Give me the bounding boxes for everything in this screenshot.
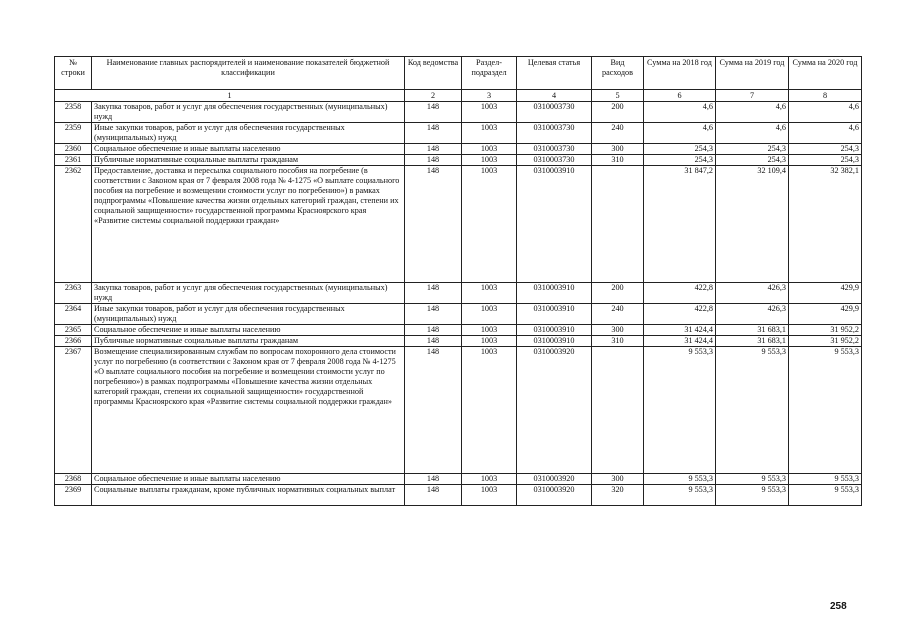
row-number: 2363 (55, 283, 92, 304)
row-dept-code: 148 (405, 304, 462, 325)
table-row (55, 304, 862, 325)
row-number: 2362 (55, 166, 92, 283)
row-name: Публичные нормативные социальные выплаты гражданам (92, 155, 405, 166)
table-row (55, 144, 862, 155)
table-row (55, 123, 862, 144)
row-amount-2020: 9 553,3 (789, 485, 862, 506)
row-name: Закупка товаров, работ и услуг для обеспечения государственных (муниципальных) нужд (92, 283, 405, 304)
row-section-code: 1003 (462, 336, 517, 347)
row-expense-type: 240 (592, 123, 644, 144)
row-dept-code: 148 (405, 123, 462, 144)
budget-table (54, 56, 862, 506)
column-number: 3 (462, 90, 517, 102)
row-section-code: 1003 (462, 123, 517, 144)
row-amount-2018: 422,8 (644, 304, 716, 325)
row-number: 2361 (55, 155, 92, 166)
row-amount-2020: 32 382,1 (789, 166, 862, 283)
row-name: Социальное обеспечение и иные выплаты населению (92, 325, 405, 336)
row-target-code: 0310003910 (517, 325, 592, 336)
row-expense-type: 320 (592, 485, 644, 506)
row-name: Закупка товаров, работ и услуг для обеспечения государственных (муниципальных) нужд (92, 102, 405, 123)
row-dept-code: 148 (405, 474, 462, 485)
row-name: Публичные нормативные социальные выплаты гражданам (92, 336, 405, 347)
table-row (55, 485, 862, 506)
table-row (55, 166, 862, 283)
row-amount-2018: 9 553,3 (644, 474, 716, 485)
row-amount-2019: 32 109,4 (716, 166, 789, 283)
row-amount-2019: 426,3 (716, 304, 789, 325)
row-dept-code: 148 (405, 325, 462, 336)
row-number: 2367 (55, 347, 92, 474)
row-amount-2020: 254,3 (789, 155, 862, 166)
row-dept-code: 148 (405, 485, 462, 506)
row-amount-2018: 31 847,2 (644, 166, 716, 283)
row-expense-type: 200 (592, 102, 644, 123)
row-expense-type: 300 (592, 325, 644, 336)
row-expense-type: 310 (592, 336, 644, 347)
row-dept-code: 148 (405, 336, 462, 347)
row-dept-code: 148 (405, 347, 462, 474)
row-name: Иные закупки товаров, работ и услуг для обеспечения государственных (муниципальных) нужд (92, 304, 405, 325)
column-number: 6 (644, 90, 716, 102)
column-number-row (55, 90, 862, 102)
row-expense-type: 240 (592, 304, 644, 325)
row-number: 2365 (55, 325, 92, 336)
row-target-code: 0310003910 (517, 336, 592, 347)
row-number: 2364 (55, 304, 92, 325)
row-dept-code: 148 (405, 155, 462, 166)
row-name: Социальное обеспечение и иные выплаты населению (92, 474, 405, 485)
table-row (55, 347, 862, 474)
row-section-code: 1003 (462, 474, 517, 485)
table-header-row (55, 57, 862, 90)
header-2019: Сумма на 2019 год (716, 57, 789, 90)
row-number: 2366 (55, 336, 92, 347)
row-name: Социальное обеспечение и иные выплаты населению (92, 144, 405, 155)
table-row (55, 336, 862, 347)
row-number: 2368 (55, 474, 92, 485)
row-amount-2019: 254,3 (716, 155, 789, 166)
row-expense-type: 200 (592, 283, 644, 304)
row-section-code: 1003 (462, 485, 517, 506)
header-dept: Код ведомства (405, 57, 462, 90)
table-body (55, 102, 862, 506)
row-amount-2019: 31 683,1 (716, 336, 789, 347)
row-amount-2019: 31 683,1 (716, 325, 789, 336)
row-amount-2019: 4,6 (716, 123, 789, 144)
row-amount-2019: 9 553,3 (716, 474, 789, 485)
header-2020: Сумма на 2020 год (789, 57, 862, 90)
row-section-code: 1003 (462, 155, 517, 166)
row-amount-2018: 4,6 (644, 123, 716, 144)
column-number: 7 (716, 90, 789, 102)
row-target-code: 0310003910 (517, 283, 592, 304)
row-amount-2020: 31 952,2 (789, 336, 862, 347)
table-row (55, 474, 862, 485)
table-row (55, 155, 862, 166)
column-number: 2 (405, 90, 462, 102)
row-amount-2020: 9 553,3 (789, 347, 862, 474)
row-section-code: 1003 (462, 144, 517, 155)
row-section-code: 1003 (462, 102, 517, 123)
row-amount-2020: 4,6 (789, 102, 862, 123)
row-amount-2020: 429,9 (789, 304, 862, 325)
row-expense-type (592, 166, 644, 283)
row-section-code: 1003 (462, 347, 517, 474)
row-amount-2018: 422,8 (644, 283, 716, 304)
page-number: 258 (830, 601, 847, 612)
row-amount-2020: 254,3 (789, 144, 862, 155)
row-amount-2019: 4,6 (716, 102, 789, 123)
row-number: 2369 (55, 485, 92, 506)
row-name: Предоставление, доставка и пересылка социального пособия на погребение (в соответствии с Законом края от 7 февраля 2008 года № 4-1275 «О выплате социального пособия на погребение и возмещении стоимости услуг по погребению») в рамках подпрограммы «Повышение качества жизни отдельных категорий граждан, степени их социальной защищенности» государственной программы Красноярского края «Развитие системы социальной поддержки граждан» (92, 166, 405, 283)
header-expense-type: Вид расходов (592, 57, 644, 90)
column-number: 8 (789, 90, 862, 102)
row-target-code: 0310003920 (517, 474, 592, 485)
row-dept-code: 148 (405, 144, 462, 155)
row-target-code: 0310003920 (517, 485, 592, 506)
row-amount-2019: 9 553,3 (716, 485, 789, 506)
row-target-code: 0310003730 (517, 102, 592, 123)
row-expense-type: 310 (592, 155, 644, 166)
row-section-code: 1003 (462, 304, 517, 325)
row-target-code: 0310003920 (517, 347, 592, 474)
row-target-code: 0310003730 (517, 144, 592, 155)
header-row-no: № строки (55, 57, 92, 90)
row-amount-2018: 9 553,3 (644, 485, 716, 506)
header-section: Раздел-подраздел (462, 57, 517, 90)
table-row (55, 325, 862, 336)
row-amount-2020: 4,6 (789, 123, 862, 144)
row-amount-2018: 4,6 (644, 102, 716, 123)
row-name: Социальные выплаты гражданам, кроме публичных нормативных социальных выплат (92, 485, 405, 506)
row-name: Возмещение специализированным службам по вопросам похоронного дела стоимости услуг по погребению (в соответствии с Законом края от 7 февраля 2008 года № 4-1275 «О выплате социального пособия на погребение и возмещении стоимости услуг по погребению») в рамках подпрограммы «Повышение качества жизни отдельных категорий граждан, степени их социальной защищенности» государственной программы Красноярского края «Развитие системы социальной поддержки граждан» (92, 347, 405, 474)
row-amount-2018: 254,3 (644, 144, 716, 155)
row-target-code: 0310003730 (517, 155, 592, 166)
row-amount-2019: 426,3 (716, 283, 789, 304)
table-row (55, 283, 862, 304)
header-2018: Сумма на 2018 год (644, 57, 716, 90)
column-number: 4 (517, 90, 592, 102)
row-amount-2018: 31 424,4 (644, 336, 716, 347)
header-name: Наименование главных распорядителей и наименование показателей бюджетной классификации (92, 57, 405, 90)
row-dept-code: 148 (405, 283, 462, 304)
row-amount-2019: 254,3 (716, 144, 789, 155)
header-target: Целевая статья (517, 57, 592, 90)
table-row (55, 102, 862, 123)
row-section-code: 1003 (462, 283, 517, 304)
row-number: 2359 (55, 123, 92, 144)
row-number: 2358 (55, 102, 92, 123)
row-amount-2020: 31 952,2 (789, 325, 862, 336)
row-number: 2360 (55, 144, 92, 155)
row-amount-2020: 429,9 (789, 283, 862, 304)
row-name: Иные закупки товаров, работ и услуг для обеспечения государственных (муниципальных) нужд (92, 123, 405, 144)
column-number: 1 (55, 90, 405, 102)
row-amount-2018: 31 424,4 (644, 325, 716, 336)
row-dept-code: 148 (405, 102, 462, 123)
row-section-code: 1003 (462, 325, 517, 336)
row-amount-2019: 9 553,3 (716, 347, 789, 474)
row-expense-type: 300 (592, 474, 644, 485)
row-expense-type: 300 (592, 144, 644, 155)
row-expense-type (592, 347, 644, 474)
row-target-code: 0310003910 (517, 304, 592, 325)
row-target-code: 0310003730 (517, 123, 592, 144)
row-amount-2020: 9 553,3 (789, 474, 862, 485)
row-amount-2018: 9 553,3 (644, 347, 716, 474)
row-section-code: 1003 (462, 166, 517, 283)
column-number: 5 (592, 90, 644, 102)
row-dept-code: 148 (405, 166, 462, 283)
row-target-code: 0310003910 (517, 166, 592, 283)
row-amount-2018: 254,3 (644, 155, 716, 166)
